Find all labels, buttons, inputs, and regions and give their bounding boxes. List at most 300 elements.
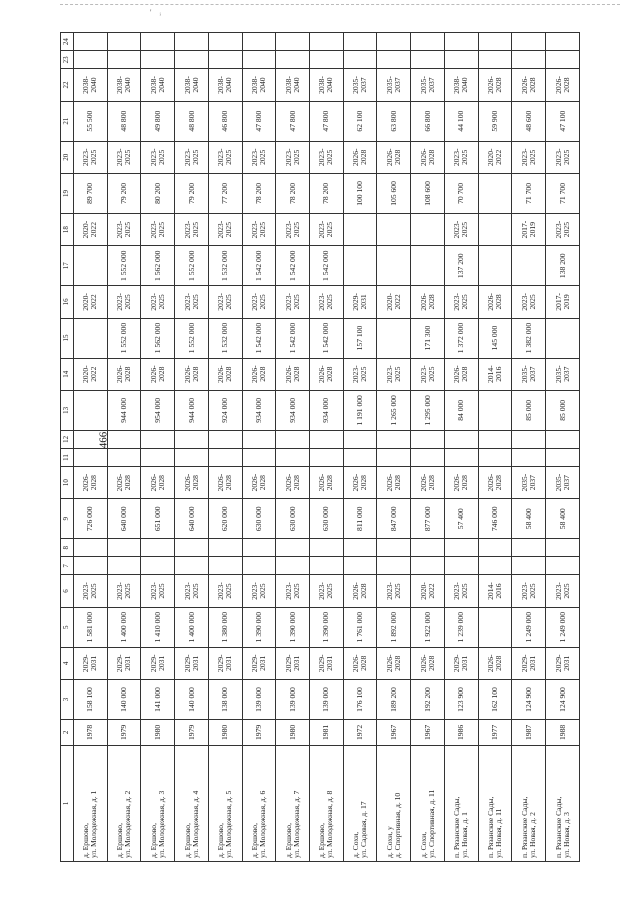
table-cell: 1967 — [377, 719, 411, 745]
table-cell: 2023- 2025 — [310, 213, 344, 245]
table-cell: 2023- 2025 — [242, 213, 276, 245]
table-cell: 2023- 2025 — [546, 575, 580, 607]
table-cell: 2023- 2025 — [175, 141, 209, 173]
table-cell: 2038- 2040 — [208, 69, 242, 101]
table-cell — [377, 430, 411, 448]
table-cell — [208, 539, 242, 557]
table-cell: 62 100 — [343, 101, 377, 141]
table-cell — [411, 539, 445, 557]
table-cell: 70 700 — [444, 173, 478, 213]
table-row — [208, 33, 242, 862]
table-cell: 1 581 000 — [74, 607, 108, 647]
table-cell: 78 200 — [276, 173, 310, 213]
table-cell — [107, 430, 141, 448]
table-cell: 100 100 — [343, 173, 377, 213]
table-cell — [343, 557, 377, 575]
table-cell — [512, 51, 546, 69]
table-cell: 1 249 000 — [512, 607, 546, 647]
table-cell: 2023- 2025 — [208, 141, 242, 173]
table-cell: 1986 — [444, 719, 478, 745]
table-cell: 2023- 2025 — [242, 575, 276, 607]
table-cell — [107, 33, 141, 51]
table-cell: 2038- 2040 — [74, 69, 108, 101]
table-cell: 2020- 2022 — [74, 358, 108, 390]
table-row — [276, 33, 310, 862]
table-cell: 1979 — [175, 719, 209, 745]
table-cell — [141, 430, 175, 448]
table-cell — [343, 539, 377, 557]
table-cell — [546, 448, 580, 466]
table-cell: 1 239 000 — [444, 607, 478, 647]
table-cell: 2026- 2028 — [310, 358, 344, 390]
table-cell — [478, 557, 512, 575]
table-cell: 78 200 — [310, 173, 344, 213]
table-cell — [444, 557, 478, 575]
table-cell: 2014- 2016 — [478, 575, 512, 607]
header-cell: 17 — [61, 246, 74, 286]
table-cell: 58 400 — [546, 499, 580, 539]
table-cell: 2023- 2025 — [310, 141, 344, 173]
table-cell — [411, 557, 445, 575]
table-cell: 2035- 2037 — [411, 69, 445, 101]
table-row — [411, 33, 445, 862]
table-cell: 1 382 000 — [512, 318, 546, 358]
table-cell — [512, 33, 546, 51]
table-cell: 47 800 — [276, 101, 310, 141]
header-cell: 18 — [61, 213, 74, 245]
address-cell: п. Рязанские Сады, ул. Новая, д. 11 — [478, 745, 512, 861]
table-cell: 2026- 2028 — [107, 358, 141, 390]
table-cell: 2026- 2028 — [411, 466, 445, 498]
table-cell: 2029- 2031 — [444, 647, 478, 679]
rotated-table-wrapper — [60, 32, 580, 862]
table-cell: 2026- 2028 — [411, 286, 445, 318]
table-cell: 58 400 — [512, 499, 546, 539]
table-cell — [74, 390, 108, 430]
header-cell: 2 — [61, 719, 74, 745]
address-cell: д. Сохи, ул. Садовая, д. 17 — [343, 745, 377, 861]
table-cell: 2026- 2028 — [478, 69, 512, 101]
table-cell — [208, 448, 242, 466]
table-cell — [377, 246, 411, 286]
table-cell: 2026- 2028 — [377, 647, 411, 679]
table-cell: 2026- 2028 — [141, 358, 175, 390]
table-cell: 1 380 000 — [208, 607, 242, 647]
table-cell: 79 200 — [107, 173, 141, 213]
table-cell: 2026- 2028 — [444, 358, 478, 390]
table-cell — [478, 213, 512, 245]
address-cell: д. Ершово, ул. Молодежная, д. 2 — [107, 745, 141, 861]
table-cell: 2023- 2025 — [377, 358, 411, 390]
table-cell: 2026- 2028 — [343, 466, 377, 498]
table-cell — [478, 390, 512, 430]
table-row — [478, 33, 512, 862]
table-cell: 2020- 2022 — [377, 286, 411, 318]
table-cell: 78 200 — [242, 173, 276, 213]
table-cell: 2029- 2031 — [512, 647, 546, 679]
table-cell: 48 600 — [512, 101, 546, 141]
table-cell: 1987 — [512, 719, 546, 745]
table-cell: 934 000 — [276, 390, 310, 430]
table-cell: 1 562 000 — [141, 246, 175, 286]
table-cell: 2014- 2016 — [478, 358, 512, 390]
table-cell — [141, 539, 175, 557]
table-cell — [175, 539, 209, 557]
table-cell — [444, 430, 478, 448]
table-cell: 651 000 — [141, 499, 175, 539]
table-cell — [276, 33, 310, 51]
table-cell: 2023- 2025 — [242, 286, 276, 318]
table-cell: 1 400 000 — [107, 607, 141, 647]
table-cell — [343, 430, 377, 448]
table-cell: 2026- 2028 — [512, 69, 546, 101]
table-cell: 79 200 — [175, 173, 209, 213]
table-cell: 59 900 — [478, 101, 512, 141]
table-cell: 1980 — [141, 719, 175, 745]
table-cell: 2023- 2025 — [175, 213, 209, 245]
table-cell: 2023- 2025 — [343, 358, 377, 390]
table-row — [444, 33, 478, 862]
table-cell: 620 000 — [208, 499, 242, 539]
table-body — [61, 33, 580, 862]
table-cell: 158 100 — [74, 679, 108, 719]
table-cell: 944 000 — [175, 390, 209, 430]
table-cell — [310, 51, 344, 69]
table-row — [175, 33, 209, 862]
table-cell: 157 100 — [343, 318, 377, 358]
table-cell — [478, 607, 512, 647]
address-cell: п. Рязанские Сады, ул. Новая, д. 1 — [444, 745, 478, 861]
table-cell — [478, 430, 512, 448]
table-cell: 934 000 — [242, 390, 276, 430]
header-cell: 6 — [61, 575, 74, 607]
table-cell — [546, 318, 580, 358]
table-cell: 2023- 2025 — [175, 575, 209, 607]
table-cell: 2026- 2028 — [276, 466, 310, 498]
table-cell: 2029- 2031 — [276, 647, 310, 679]
table-cell: 2026- 2028 — [208, 358, 242, 390]
table-cell: 2038- 2040 — [242, 69, 276, 101]
table-cell: 141 000 — [141, 679, 175, 719]
table-cell — [377, 51, 411, 69]
header-cell: 1 — [61, 745, 74, 861]
table-cell: 1 542 000 — [310, 318, 344, 358]
table-cell: 1979 — [242, 719, 276, 745]
table-cell: 2023- 2025 — [377, 575, 411, 607]
table-cell: 2038- 2040 — [444, 69, 478, 101]
table-cell: 1 372 000 — [444, 318, 478, 358]
table-cell: 1 265 000 — [377, 390, 411, 430]
table-cell: 2023- 2025 — [175, 286, 209, 318]
table-cell: 2029- 2031 — [141, 647, 175, 679]
table-cell: 1 922 000 — [411, 607, 445, 647]
table-cell — [74, 448, 108, 466]
table-row — [141, 33, 175, 862]
table-cell: 2029- 2031 — [242, 647, 276, 679]
table-cell — [411, 213, 445, 245]
table-cell — [478, 539, 512, 557]
table-cell — [478, 33, 512, 51]
table-cell: 2035- 2037 — [512, 358, 546, 390]
table-cell: 2023- 2025 — [107, 213, 141, 245]
table-cell: 66 800 — [411, 101, 445, 141]
table-cell — [74, 318, 108, 358]
table-cell: 2023- 2025 — [512, 286, 546, 318]
table-cell: 2026- 2028 — [343, 141, 377, 173]
table-cell: 1 552 000 — [175, 246, 209, 286]
table-cell — [343, 246, 377, 286]
table-cell — [175, 33, 209, 51]
table-cell — [377, 318, 411, 358]
table-cell: 138 000 — [208, 679, 242, 719]
table-row — [377, 33, 411, 862]
table-row — [242, 33, 276, 862]
table-cell: 2026- 2028 — [175, 466, 209, 498]
table-cell: 2023- 2025 — [141, 286, 175, 318]
table-cell — [343, 448, 377, 466]
scan-mark: ' ᵢ — [150, 8, 164, 17]
table-cell — [512, 246, 546, 286]
table-cell — [141, 448, 175, 466]
table-cell: 934 000 — [310, 390, 344, 430]
table-cell: 2038- 2040 — [310, 69, 344, 101]
table-cell — [310, 539, 344, 557]
table-cell: 2020- 2022 — [411, 575, 445, 607]
table-cell: 2023- 2025 — [74, 141, 108, 173]
table-cell: 2023- 2025 — [276, 575, 310, 607]
address-cell: д. Ершово, ул. Молодежная, д. 3 — [141, 745, 175, 861]
table-cell: 2020- 2022 — [478, 141, 512, 173]
address-cell: д. Ершово, ул. Молодежная, д. 8 — [310, 745, 344, 861]
header-cell: 24 — [61, 33, 74, 51]
table-cell: 2026- 2028 — [208, 466, 242, 498]
table-cell — [310, 448, 344, 466]
table-cell: 2026- 2028 — [74, 466, 108, 498]
table-cell: 1 552 000 — [107, 318, 141, 358]
table-cell — [175, 430, 209, 448]
table-cell — [512, 557, 546, 575]
table-cell: 746 000 — [478, 499, 512, 539]
table-cell: 2023- 2025 — [242, 141, 276, 173]
table-cell: 2038- 2040 — [175, 69, 209, 101]
table-cell: 2023- 2025 — [208, 213, 242, 245]
table-cell — [276, 51, 310, 69]
table-cell: 2026- 2028 — [411, 647, 445, 679]
table-cell: 84 000 — [444, 390, 478, 430]
header-cell: 5 — [61, 607, 74, 647]
table-cell: 2023- 2025 — [107, 575, 141, 607]
address-cell: п. Рязанские Сады, ул. Новая, д. 3 — [546, 745, 580, 861]
table-cell — [74, 33, 108, 51]
table-cell: 1 410 000 — [141, 607, 175, 647]
table-cell — [546, 51, 580, 69]
table-cell: 2026- 2028 — [377, 141, 411, 173]
table-cell: 2035- 2037 — [343, 69, 377, 101]
table-cell: 2017- 2019 — [546, 286, 580, 318]
table-cell — [444, 539, 478, 557]
table-cell: 1978 — [74, 719, 108, 745]
table-cell: 954 000 — [141, 390, 175, 430]
address-cell: д. Сохи, у д. Спортивная, д. 10 — [377, 745, 411, 861]
table-cell — [546, 539, 580, 557]
table-cell — [546, 430, 580, 448]
table-cell — [444, 33, 478, 51]
table-cell — [310, 33, 344, 51]
table-cell: 47 100 — [546, 101, 580, 141]
table-cell: 2023- 2025 — [107, 286, 141, 318]
table-cell: 1 542 000 — [276, 246, 310, 286]
table-cell: 2029- 2031 — [175, 647, 209, 679]
table-cell — [107, 448, 141, 466]
table-cell — [444, 448, 478, 466]
table-cell — [411, 51, 445, 69]
table-cell — [478, 173, 512, 213]
table-cell: 2038- 2040 — [141, 69, 175, 101]
table-cell — [74, 246, 108, 286]
address-cell: д. Ершово, ул. Молодежная, д. 6 — [242, 745, 276, 861]
table-cell — [512, 539, 546, 557]
table-cell: 877 000 — [411, 499, 445, 539]
table-cell: 2029- 2031 — [310, 647, 344, 679]
header-cell: 8 — [61, 539, 74, 557]
table-cell: 1967 — [411, 719, 445, 745]
table-cell: 1 390 000 — [276, 607, 310, 647]
table-cell — [175, 51, 209, 69]
table-cell: 49 800 — [141, 101, 175, 141]
header-cell: 22 — [61, 69, 74, 101]
address-cell: д. Ершово, ул. Молодежная, д. 7 — [276, 745, 310, 861]
table-cell: 2026- 2028 — [343, 575, 377, 607]
table-cell: 47 800 — [242, 101, 276, 141]
table-cell: 1 532 000 — [208, 246, 242, 286]
header-cell: 10 — [61, 466, 74, 498]
table-cell: 2038- 2040 — [276, 69, 310, 101]
table-cell: 2026- 2028 — [343, 647, 377, 679]
table-cell — [242, 430, 276, 448]
table-cell: 630 000 — [310, 499, 344, 539]
table-cell — [343, 213, 377, 245]
table-cell: 2029- 2031 — [208, 647, 242, 679]
table-cell — [478, 246, 512, 286]
table-cell: 138 200 — [546, 246, 580, 286]
table-row — [343, 33, 377, 862]
table-cell — [310, 557, 344, 575]
table-cell — [141, 557, 175, 575]
table-cell: 140 000 — [175, 679, 209, 719]
table-cell: 2020- 2022 — [74, 286, 108, 318]
table-cell: 1 390 000 — [242, 607, 276, 647]
table-cell — [546, 557, 580, 575]
table-cell: 2023- 2025 — [208, 286, 242, 318]
table-cell — [411, 246, 445, 286]
table-cell: 2023- 2025 — [74, 575, 108, 607]
table-cell: 944 000 — [107, 390, 141, 430]
table-cell — [276, 557, 310, 575]
header-cell: 12 — [61, 430, 74, 448]
table-cell: 1 295 000 — [411, 390, 445, 430]
table-cell — [107, 51, 141, 69]
table-cell — [208, 557, 242, 575]
table-row — [546, 33, 580, 862]
table-cell — [74, 539, 108, 557]
table-cell: 1 552 000 — [175, 318, 209, 358]
table-cell: 139 000 — [276, 679, 310, 719]
address-cell: п. Рязанские Сады, ул. Новая, д. 2 — [512, 745, 546, 861]
header-cell: 14 — [61, 358, 74, 390]
table-cell: 1 532 000 — [208, 318, 242, 358]
table-cell: 140 000 — [107, 679, 141, 719]
table-cell: 2023- 2025 — [276, 141, 310, 173]
table-cell: 2029- 2031 — [107, 647, 141, 679]
table-cell: 2035- 2037 — [546, 466, 580, 498]
table-cell: 63 800 — [377, 101, 411, 141]
table-cell — [74, 557, 108, 575]
table-cell — [411, 33, 445, 51]
table-cell: 1 542 000 — [242, 246, 276, 286]
table-row — [74, 33, 108, 862]
table-cell: 71 700 — [512, 173, 546, 213]
table-cell: 1 390 000 — [310, 607, 344, 647]
table-cell: 139 000 — [310, 679, 344, 719]
table-cell: 2023- 2025 — [444, 141, 478, 173]
table-cell: 1 892 000 — [377, 607, 411, 647]
table-cell: 2023- 2025 — [310, 286, 344, 318]
table-cell: 1 562 000 — [141, 318, 175, 358]
table-cell: 1988 — [546, 719, 580, 745]
table-cell — [276, 430, 310, 448]
table-cell: 2026- 2028 — [478, 647, 512, 679]
table-cell: 924 000 — [208, 390, 242, 430]
header-cell: 9 — [61, 499, 74, 539]
table-cell: 189 200 — [377, 679, 411, 719]
table-cell: 2029- 2031 — [546, 647, 580, 679]
table-cell — [141, 51, 175, 69]
table-cell: 1 552 000 — [107, 246, 141, 286]
table-cell: 640 000 — [107, 499, 141, 539]
table-cell: 811 000 — [343, 499, 377, 539]
table-cell — [377, 539, 411, 557]
table-cell: 2035- 2037 — [546, 358, 580, 390]
table-cell: 80 200 — [141, 173, 175, 213]
header-cell: 19 — [61, 173, 74, 213]
table-cell: 2023- 2025 — [411, 358, 445, 390]
scan-edge-line — [60, 4, 620, 5]
table-cell: 48 800 — [107, 101, 141, 141]
table-cell — [546, 33, 580, 51]
header-cell: 20 — [61, 141, 74, 173]
table-cell: 2026- 2028 — [444, 466, 478, 498]
table-cell — [444, 51, 478, 69]
table-cell: 123 900 — [444, 679, 478, 719]
table-cell: 55 500 — [74, 101, 108, 141]
table-cell — [107, 557, 141, 575]
header-cell: 23 — [61, 51, 74, 69]
table-cell — [242, 448, 276, 466]
table-cell — [411, 448, 445, 466]
table-cell: 137 200 — [444, 246, 478, 286]
table-cell: 1 542 000 — [310, 246, 344, 286]
table-cell: 2017- 2019 — [512, 213, 546, 245]
table-cell: 2026- 2028 — [175, 358, 209, 390]
table-cell: 2023- 2025 — [444, 286, 478, 318]
table-cell: 2029- 2031 — [74, 647, 108, 679]
table-cell: 630 000 — [242, 499, 276, 539]
page-number: 466 — [97, 431, 110, 449]
table-cell: 192 200 — [411, 679, 445, 719]
table-cell — [377, 213, 411, 245]
table-cell: 640 000 — [175, 499, 209, 539]
header-cell: 3 — [61, 679, 74, 719]
